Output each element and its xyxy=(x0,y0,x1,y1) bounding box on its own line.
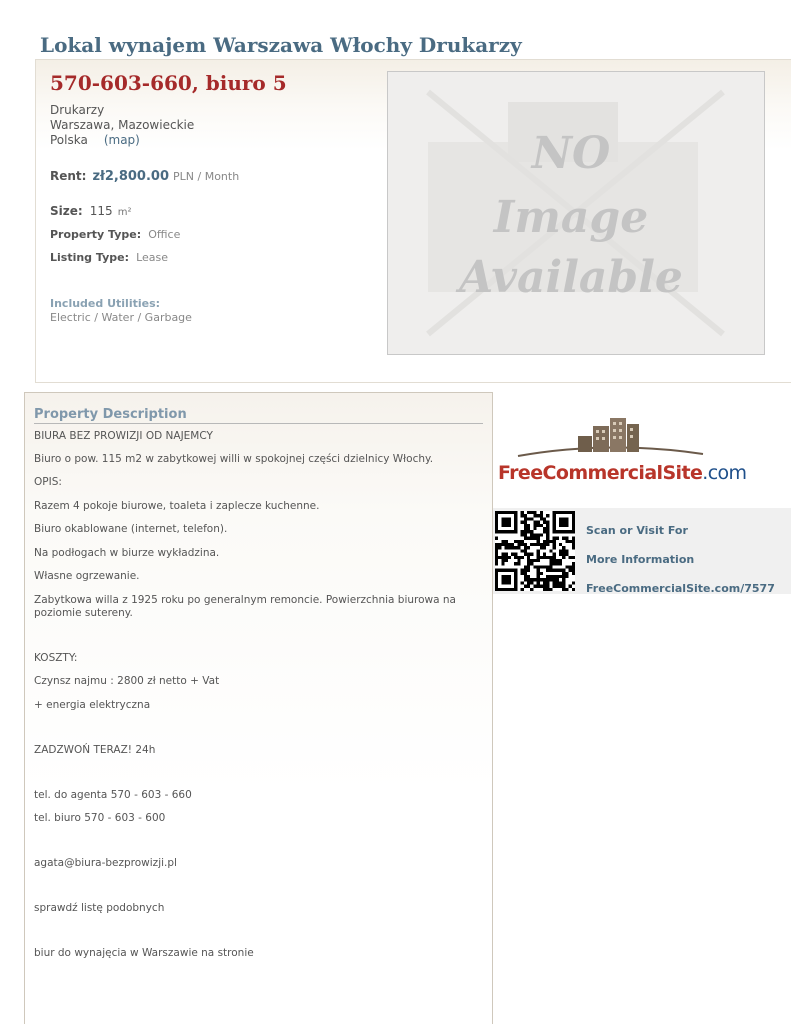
listing-heading: 570-603-660, biuro 5 xyxy=(50,71,287,95)
description-line: Na podłogach w biurze wykładzina. xyxy=(34,547,220,559)
logo-free: Free xyxy=(498,462,543,484)
property-description-panel xyxy=(24,392,493,1024)
utilities-label: Included Utilities: xyxy=(50,297,161,310)
freecommercialsite-logo[interactable] xyxy=(498,412,747,488)
listing-type-row xyxy=(50,246,168,265)
description-line: + energia elektryczna xyxy=(34,699,151,711)
qr-info-box xyxy=(493,508,791,594)
description-line: biur do wynajęcia w Warszawie na stronie xyxy=(34,947,254,959)
address-street: Drukarzy xyxy=(50,103,105,117)
property-type-value: Office xyxy=(148,228,181,241)
logo-dotcom: .com xyxy=(702,462,747,484)
qr-line-1: Scan or Visit For xyxy=(586,524,688,537)
description-line: sprawdź listę podobnych xyxy=(34,902,165,914)
no-image-line2: Image xyxy=(493,192,649,243)
description-line: Zabytkowa willa z 1925 roku po generalnym remoncie. Powierzchnia biurowa na poziomie sutereny. xyxy=(34,594,456,619)
description-line: tel. do agenta 570 - 603 - 660 xyxy=(34,789,192,801)
property-type-row xyxy=(50,223,180,242)
size-label: Size: xyxy=(50,204,83,218)
utilities-value-row xyxy=(50,306,192,325)
building-icon xyxy=(498,412,730,462)
description-heading: Property Description xyxy=(34,407,483,424)
qr-line-2: More Information xyxy=(586,553,695,566)
description-line: agata@biura-bezprowizji.pl xyxy=(34,857,177,869)
description-line: Czynsz najmu : 2800 zł netto + Vat xyxy=(34,675,220,687)
description-line: KOSZTY: xyxy=(34,652,78,664)
qr-code-icon xyxy=(495,511,575,591)
description-line: Biuro o pow. 115 m2 w zabytkowej willi w spokojnej części dzielnicy Włochy. xyxy=(34,453,434,465)
address-block xyxy=(50,103,194,148)
qr-url-link[interactable]: FreeCommercialSite.com/7577 xyxy=(586,582,775,594)
description-line: Biuro okablowane (internet, telefon). xyxy=(34,523,228,535)
address-country-line xyxy=(50,133,194,148)
description-line: Razem 4 pokoje biurowe, toaleta i zaplecze kuchenne. xyxy=(34,500,320,512)
no-image-line1: NO xyxy=(531,128,611,179)
property-type-label: Property Type: xyxy=(50,228,142,241)
description-line: OPIS: xyxy=(34,476,62,488)
map-link[interactable]: (map) xyxy=(103,133,140,147)
listing-type-value: Lease xyxy=(136,251,169,264)
rent-row xyxy=(50,165,239,184)
description-line: tel. biuro 570 - 603 - 600 xyxy=(34,812,166,824)
rent-label: Rent: xyxy=(50,169,87,183)
description-line: BIURA BEZ PROWIZJI OD NAJEMCY xyxy=(34,430,213,442)
page-title: Lokal wynajem Warszawa Włochy Drukarzy xyxy=(40,33,522,57)
description-line: ZADZWOŃ TERAZ! 24h xyxy=(34,744,156,756)
address-city-region: Warszawa, Mazowieckie xyxy=(50,118,195,132)
size-row xyxy=(50,200,132,219)
logo-wordmark xyxy=(498,462,746,484)
rent-unit: PLN / Month xyxy=(173,170,240,183)
logo-commercial: CommercialSite xyxy=(542,462,703,484)
qr-code[interactable] xyxy=(495,511,575,591)
no-image-line3: Available xyxy=(459,252,683,303)
size-unit: m² xyxy=(117,207,132,218)
address-country: Polska xyxy=(50,133,88,147)
size-value: 115 xyxy=(89,204,113,218)
rent-value: zł2,800.00 xyxy=(92,169,170,184)
description-line: Własne ogrzewanie. xyxy=(34,570,140,582)
listing-type-label: Listing Type: xyxy=(50,251,129,264)
no-image-placeholder xyxy=(387,71,765,355)
no-image-graphic xyxy=(388,72,764,354)
utilities-value: Electric / Water / Garbage xyxy=(50,311,192,324)
